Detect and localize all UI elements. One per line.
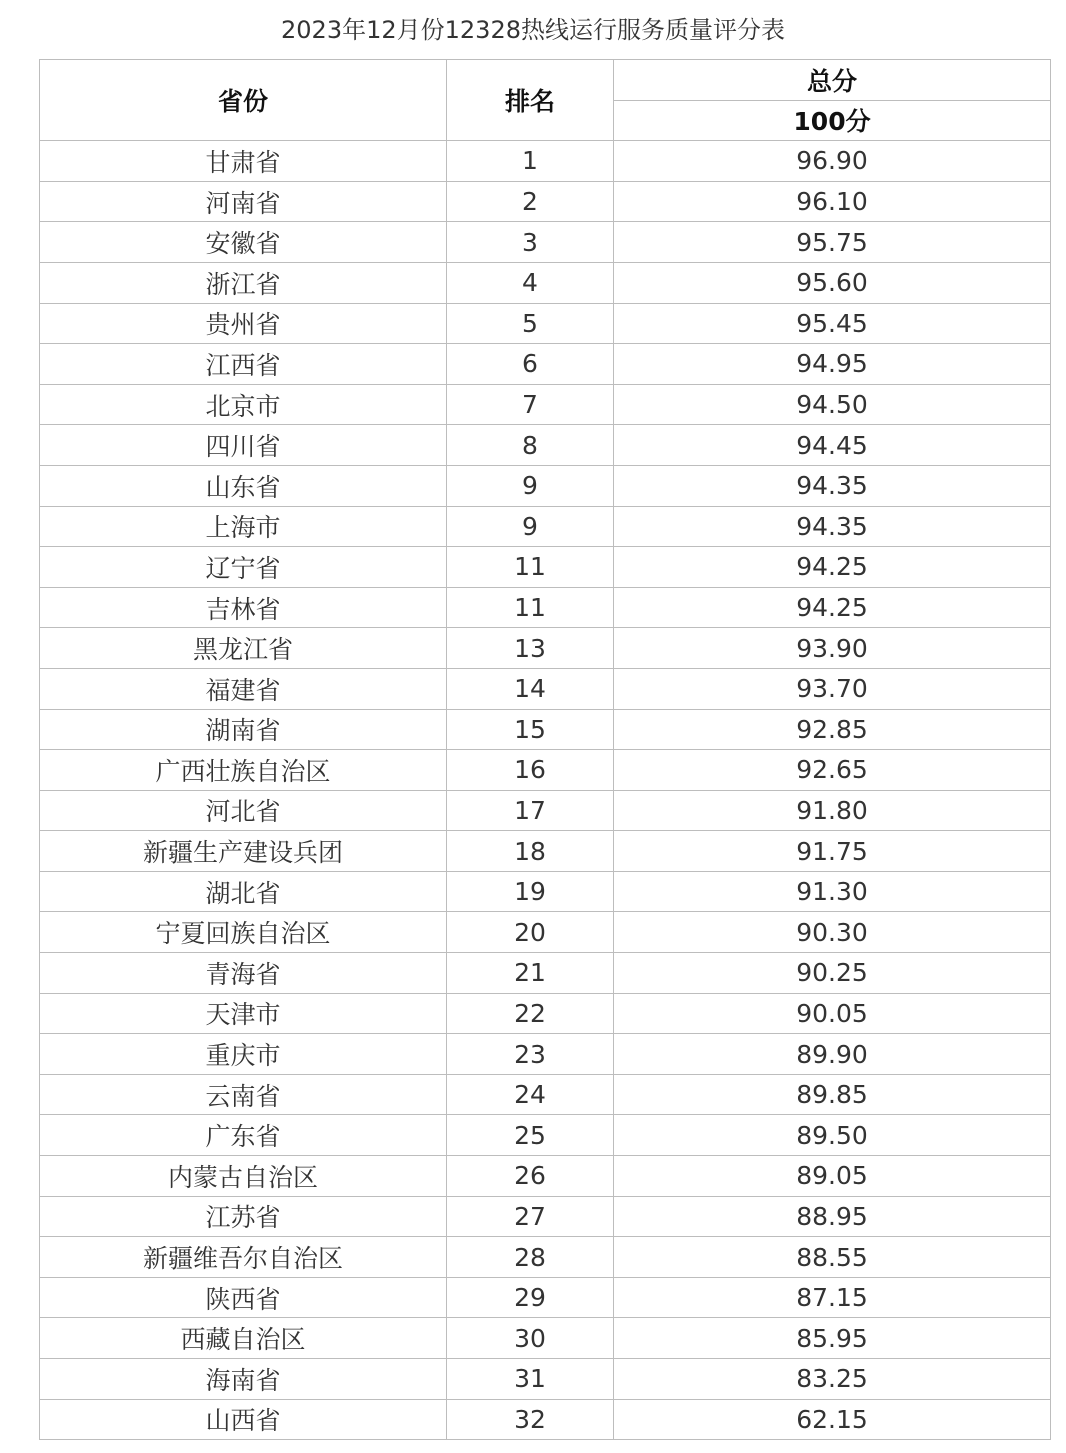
- score-cell: 89.85: [614, 1074, 1051, 1115]
- rank-cell: 13: [447, 628, 614, 669]
- rank-cell: 2: [447, 181, 614, 222]
- rank-cell: 26: [447, 1156, 614, 1197]
- province-cell: 浙江省: [40, 262, 447, 303]
- score-cell: 89.05: [614, 1156, 1051, 1197]
- score-cell: 96.90: [614, 141, 1051, 182]
- rank-cell: 9: [447, 506, 614, 547]
- total-subheader: 100分: [614, 100, 1051, 141]
- rank-cell: 14: [447, 668, 614, 709]
- province-cell: 湖北省: [40, 871, 447, 912]
- table-row: [40, 668, 1051, 709]
- rank-cell: 29: [447, 1277, 614, 1318]
- score-cell: 93.90: [614, 628, 1051, 669]
- table-row: [40, 547, 1051, 588]
- score-cell: 93.70: [614, 668, 1051, 709]
- table-row: [40, 141, 1051, 182]
- score-cell: 92.65: [614, 750, 1051, 791]
- table-row: [40, 587, 1051, 628]
- province-cell: 青海省: [40, 953, 447, 994]
- province-cell: 北京市: [40, 384, 447, 425]
- score-cell: 94.25: [614, 547, 1051, 588]
- score-cell: 94.35: [614, 506, 1051, 547]
- rank-cell: 11: [447, 587, 614, 628]
- score-cell: 92.85: [614, 709, 1051, 750]
- score-cell: 87.15: [614, 1277, 1051, 1318]
- province-cell: 陕西省: [40, 1277, 447, 1318]
- rank-cell: 15: [447, 709, 614, 750]
- table-row: [40, 181, 1051, 222]
- rank-cell: 32: [447, 1399, 614, 1440]
- table-row: [40, 1399, 1051, 1440]
- table-row: [40, 344, 1051, 385]
- province-cell: 吉林省: [40, 587, 447, 628]
- province-cell: 福建省: [40, 668, 447, 709]
- rank-cell: 4: [447, 262, 614, 303]
- table-row: [40, 1318, 1051, 1359]
- province-cell: 宁夏回族自治区: [40, 912, 447, 953]
- province-cell: 广东省: [40, 1115, 447, 1156]
- table-header: [40, 60, 1051, 141]
- score-cell: 95.60: [614, 262, 1051, 303]
- score-cell: 90.25: [614, 953, 1051, 994]
- score-cell: 94.45: [614, 425, 1051, 466]
- table-row: [40, 871, 1051, 912]
- rank-cell: 30: [447, 1318, 614, 1359]
- province-cell: 山东省: [40, 465, 447, 506]
- province-cell: 新疆维吾尔自治区: [40, 1237, 447, 1278]
- table-row: [40, 384, 1051, 425]
- province-cell: 海南省: [40, 1359, 447, 1400]
- province-cell: 西藏自治区: [40, 1318, 447, 1359]
- score-cell: 83.25: [614, 1359, 1051, 1400]
- table-row: [40, 628, 1051, 669]
- province-cell: 云南省: [40, 1074, 447, 1115]
- rank-cell: 1: [447, 141, 614, 182]
- table-row: [40, 709, 1051, 750]
- score-cell: 91.30: [614, 871, 1051, 912]
- rank-cell: 20: [447, 912, 614, 953]
- province-cell: 甘肃省: [40, 141, 447, 182]
- score-cell: 91.80: [614, 790, 1051, 831]
- page-title: 2023年12月份12328热线运行服务质量评分表: [281, 16, 785, 44]
- table-row: [40, 1115, 1051, 1156]
- table-row: [40, 1074, 1051, 1115]
- table-row: [40, 953, 1051, 994]
- table-row: [40, 1196, 1051, 1237]
- score-cell: 89.90: [614, 1034, 1051, 1075]
- score-cell: 88.55: [614, 1237, 1051, 1278]
- score-cell: 94.25: [614, 587, 1051, 628]
- score-cell: 94.95: [614, 344, 1051, 385]
- table-row: [40, 993, 1051, 1034]
- province-cell: 新疆生产建设兵团: [40, 831, 447, 872]
- province-cell: 江苏省: [40, 1196, 447, 1237]
- rank-cell: 16: [447, 750, 614, 791]
- rank-cell: 25: [447, 1115, 614, 1156]
- score-table: [39, 59, 1051, 1440]
- province-cell: 山西省: [40, 1399, 447, 1440]
- rank-cell: 8: [447, 425, 614, 466]
- score-cell: 85.95: [614, 1318, 1051, 1359]
- province-cell: 四川省: [40, 425, 447, 466]
- score-cell: 89.50: [614, 1115, 1051, 1156]
- rank-cell: 27: [447, 1196, 614, 1237]
- table-row: [40, 425, 1051, 466]
- total-header: 总分: [614, 60, 1051, 101]
- province-cell: 贵州省: [40, 303, 447, 344]
- rank-cell: 21: [447, 953, 614, 994]
- table-row: [40, 750, 1051, 791]
- table-row: [40, 1359, 1051, 1400]
- score-cell: 90.30: [614, 912, 1051, 953]
- score-cell: 90.05: [614, 993, 1051, 1034]
- table-row: [40, 262, 1051, 303]
- score-cell: 95.75: [614, 222, 1051, 263]
- table-row: [40, 1277, 1051, 1318]
- province-cell: 内蒙古自治区: [40, 1156, 447, 1197]
- rank-cell: 7: [447, 384, 614, 425]
- score-cell: 96.10: [614, 181, 1051, 222]
- rank-cell: 11: [447, 547, 614, 588]
- province-cell: 天津市: [40, 993, 447, 1034]
- province-cell: 湖南省: [40, 709, 447, 750]
- province-cell: 黑龙江省: [40, 628, 447, 669]
- rank-cell: 9: [447, 465, 614, 506]
- province-cell: 安徽省: [40, 222, 447, 263]
- table-body: [40, 141, 1051, 1440]
- rank-cell: 17: [447, 790, 614, 831]
- rank-cell: 6: [447, 344, 614, 385]
- rank-cell: 28: [447, 1237, 614, 1278]
- province-cell: 河北省: [40, 790, 447, 831]
- province-cell: 广西壮族自治区: [40, 750, 447, 791]
- score-cell: 88.95: [614, 1196, 1051, 1237]
- score-cell: 94.50: [614, 384, 1051, 425]
- province-cell: 江西省: [40, 344, 447, 385]
- rank-cell: 18: [447, 831, 614, 872]
- province-cell: 重庆市: [40, 1034, 447, 1075]
- table-row: [40, 912, 1051, 953]
- province-cell: 辽宁省: [40, 547, 447, 588]
- table-row: [40, 1034, 1051, 1075]
- province-cell: 上海市: [40, 506, 447, 547]
- rank-cell: 23: [447, 1034, 614, 1075]
- rank-cell: 5: [447, 303, 614, 344]
- table-row: [40, 1237, 1051, 1278]
- score-cell: 95.45: [614, 303, 1051, 344]
- province-header: 省份: [40, 60, 447, 141]
- table-row: [40, 465, 1051, 506]
- rank-cell: 22: [447, 993, 614, 1034]
- table-row: [40, 506, 1051, 547]
- table-row: [40, 790, 1051, 831]
- rank-cell: 19: [447, 871, 614, 912]
- score-cell: 91.75: [614, 831, 1051, 872]
- table-row: [40, 1156, 1051, 1197]
- rank-header: 排名: [447, 60, 614, 141]
- header-row: [40, 60, 1051, 101]
- table-row: [40, 222, 1051, 263]
- rank-cell: 3: [447, 222, 614, 263]
- table-row: [40, 831, 1051, 872]
- rank-cell: 31: [447, 1359, 614, 1400]
- table-row: [40, 303, 1051, 344]
- score-cell: 62.15: [614, 1399, 1051, 1440]
- score-cell: 94.35: [614, 465, 1051, 506]
- rank-cell: 24: [447, 1074, 614, 1115]
- province-cell: 河南省: [40, 181, 447, 222]
